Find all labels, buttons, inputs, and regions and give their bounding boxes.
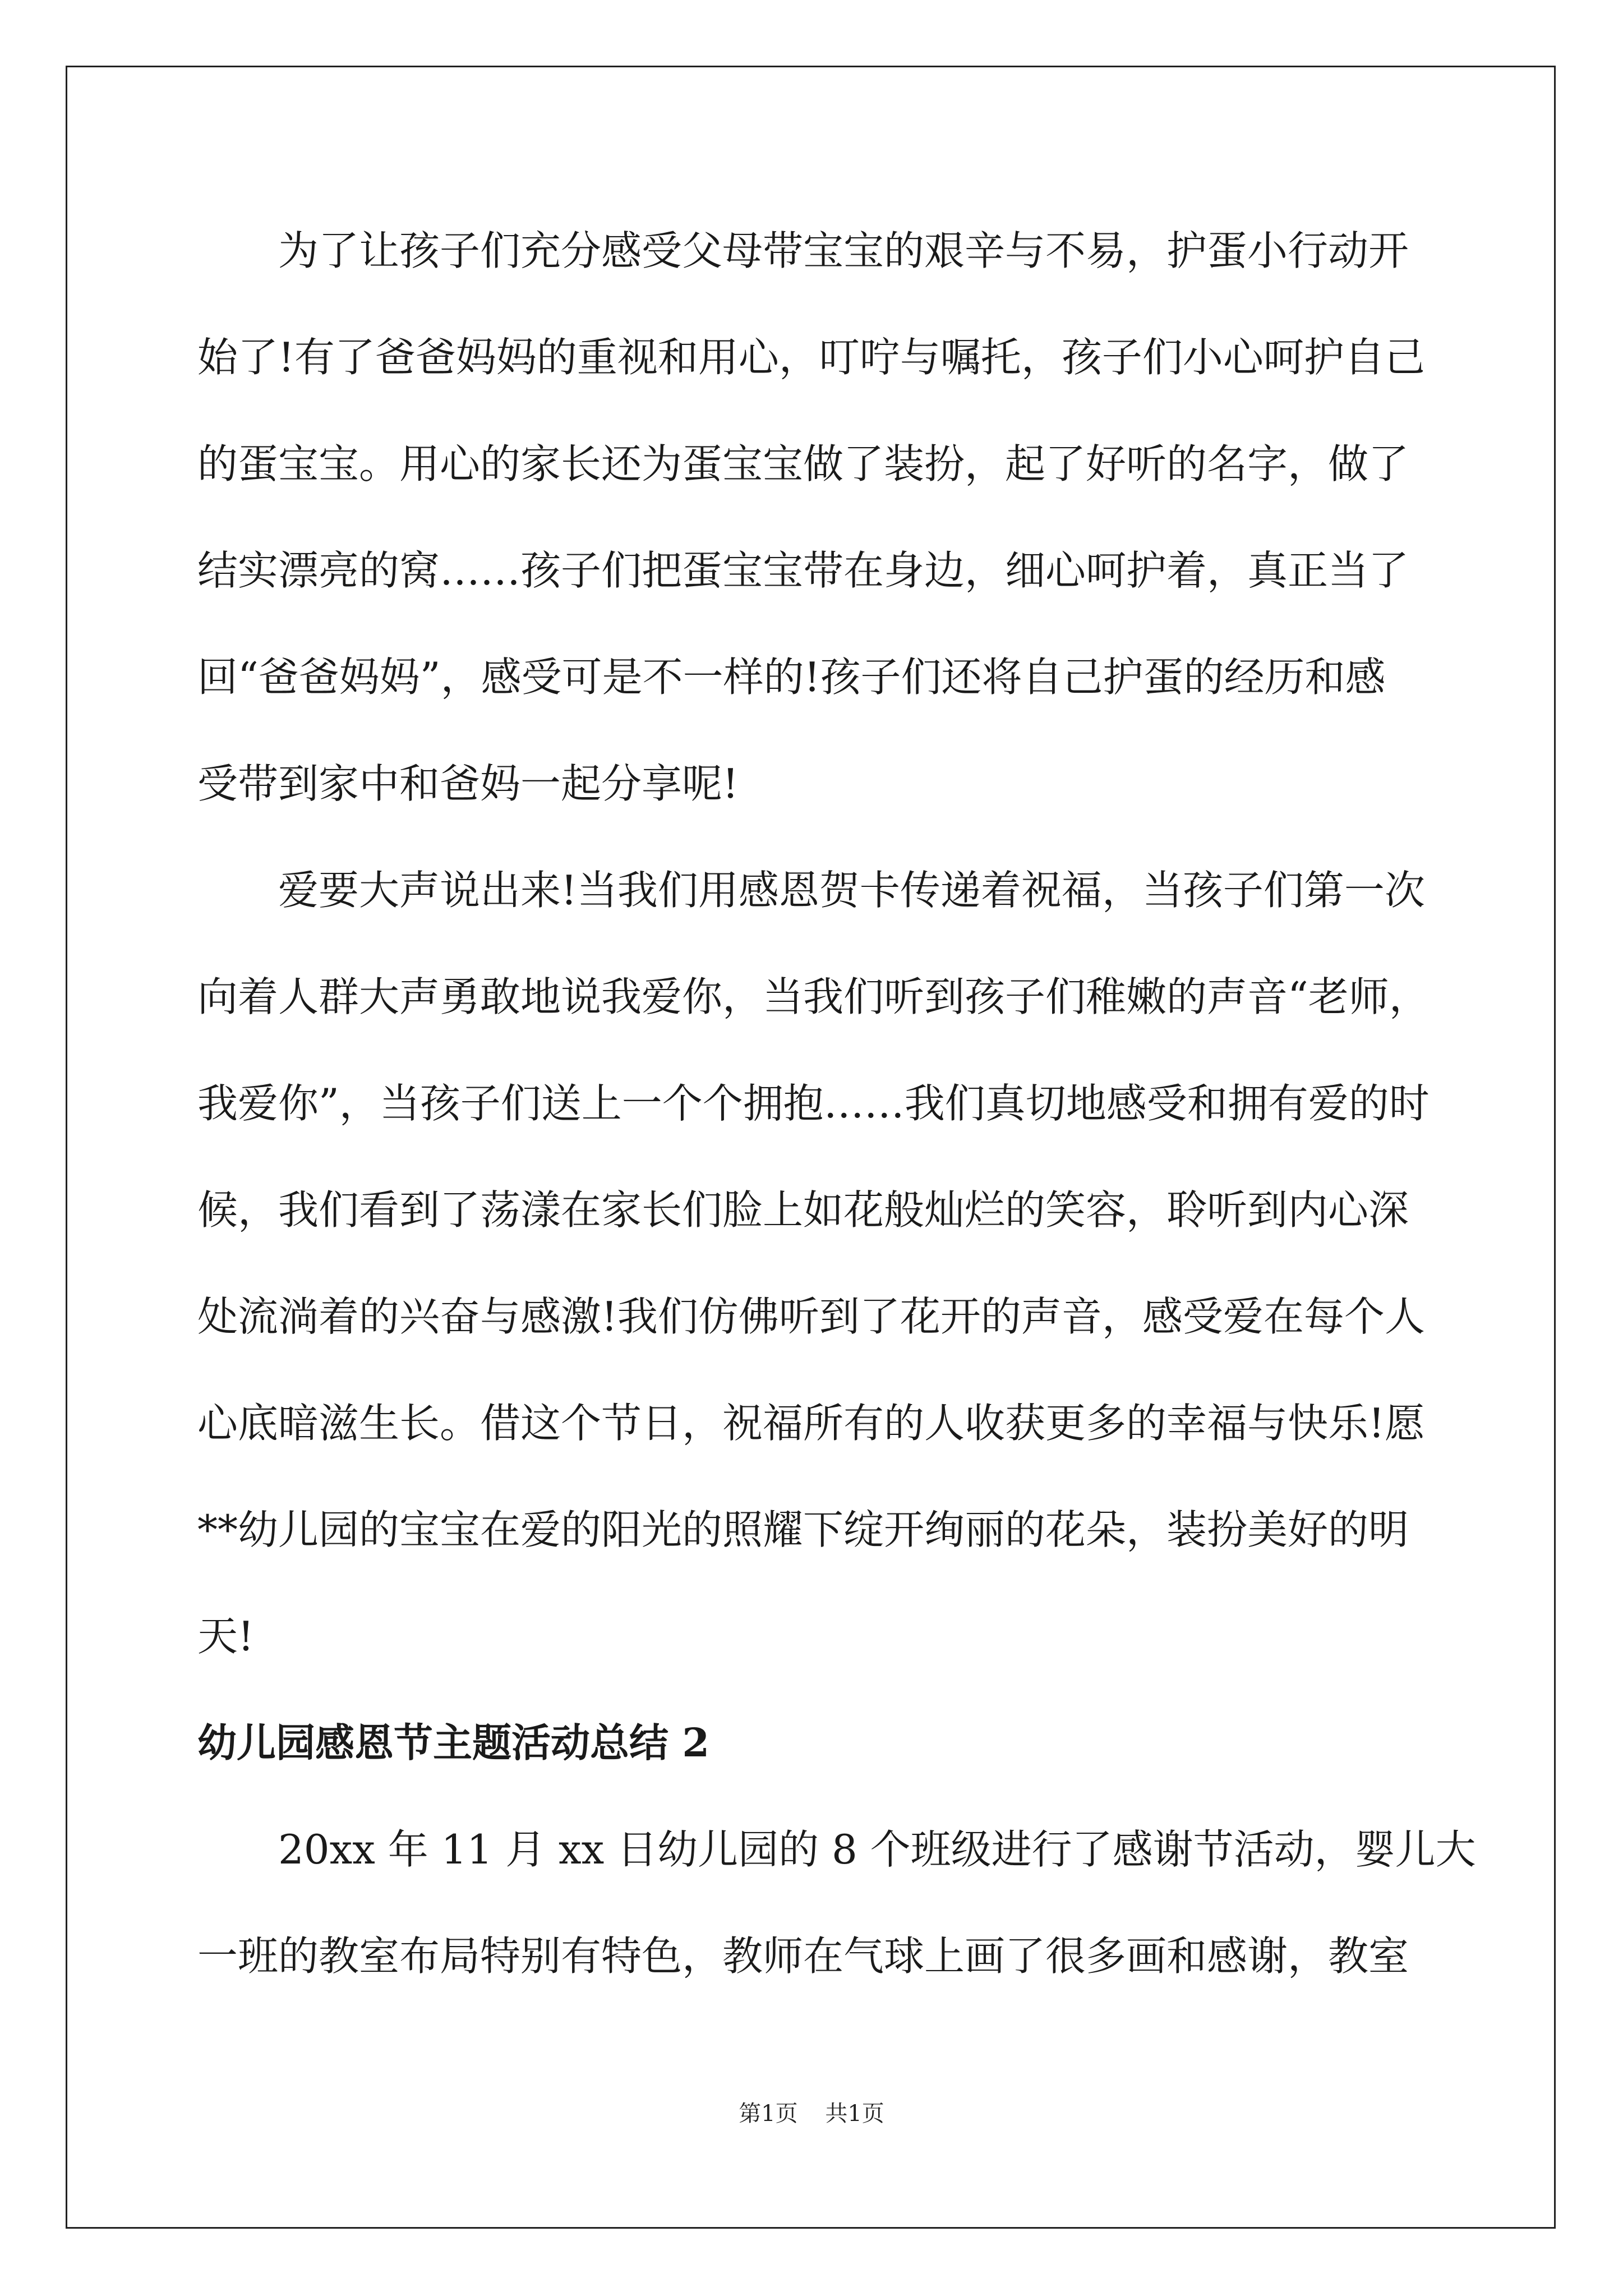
paragraph-line: **幼儿园的宝宝在爱的阳光的照耀下绽开绚丽的花朵，装扮美好的明: [197, 1506, 1409, 1553]
page-footer: [0, 2098, 1623, 2129]
paragraph-line: 为了让孩子们充分感受父母带宝宝的艰辛与不易，护蛋小行动开: [278, 227, 1409, 274]
paragraph-3: [197, 1796, 1476, 2009]
paragraph-line: 始了!有了爸爸妈妈的重视和用心，叮咛与嘱托，孩子们小心呵护自己: [197, 334, 1425, 381]
page-number: 第1页: [739, 2101, 798, 2127]
page-total: 共1页: [825, 2101, 884, 2127]
paragraph-line: 心底暗滋生长。借这个节日，祝福所有的人收获更多的幸福与快乐!愿: [197, 1400, 1425, 1447]
paragraph-line: 天!: [197, 1613, 254, 1660]
paragraph-line: 结实漂亮的窝……孩子们把蛋宝宝带在身边，细心呵护着，真正当了: [197, 547, 1409, 594]
paragraph-line: 回“爸爸妈妈”，感受可是不一样的!孩子们还将自己护蛋的经历和感: [197, 654, 1386, 701]
paragraph-line: 向着人群大声勇敢地说我爱你，当我们听到孩子们稚嫩的声音“老师，: [197, 973, 1430, 1020]
paragraph-line: 的蛋宝宝。用心的家长还为蛋宝宝做了装扮，起了好听的名字，做了: [197, 440, 1409, 487]
paragraph-line: 我爱你”，当孩子们送上一个个拥抱……我们真切地感受和拥有爱的时: [197, 1080, 1430, 1127]
paragraph-line: 受带到家中和爸妈一起分享呢!: [197, 760, 739, 807]
section-heading: 幼儿园感恩节主题活动总结 2: [197, 1719, 710, 1766]
paragraph-line: 一班的教室布局特别有特色，教师在气球上画了很多画和感谢，教室: [197, 1932, 1409, 1980]
paragraph-1: [197, 197, 1426, 837]
paragraph-line: 候，我们看到了荡漾在家长们脸上如花般灿烂的笑容，聆听到内心深: [197, 1186, 1409, 1234]
document-body: [197, 197, 1476, 2009]
paragraph-line: 处流淌着的兴奋与感激!我们仿佛听到了花开的声音，感受爱在每个人: [197, 1293, 1425, 1340]
paragraph-line: 爱要大声说出来!当我们用感恩贺卡传递着祝福，当孩子们第一次: [278, 867, 1425, 914]
paragraph-2: [197, 837, 1430, 1690]
paragraph-line: 20xx 年 11 月 xx 日幼儿园的 8 个班级进行了感谢节活动，婴儿大: [278, 1826, 1476, 1873]
